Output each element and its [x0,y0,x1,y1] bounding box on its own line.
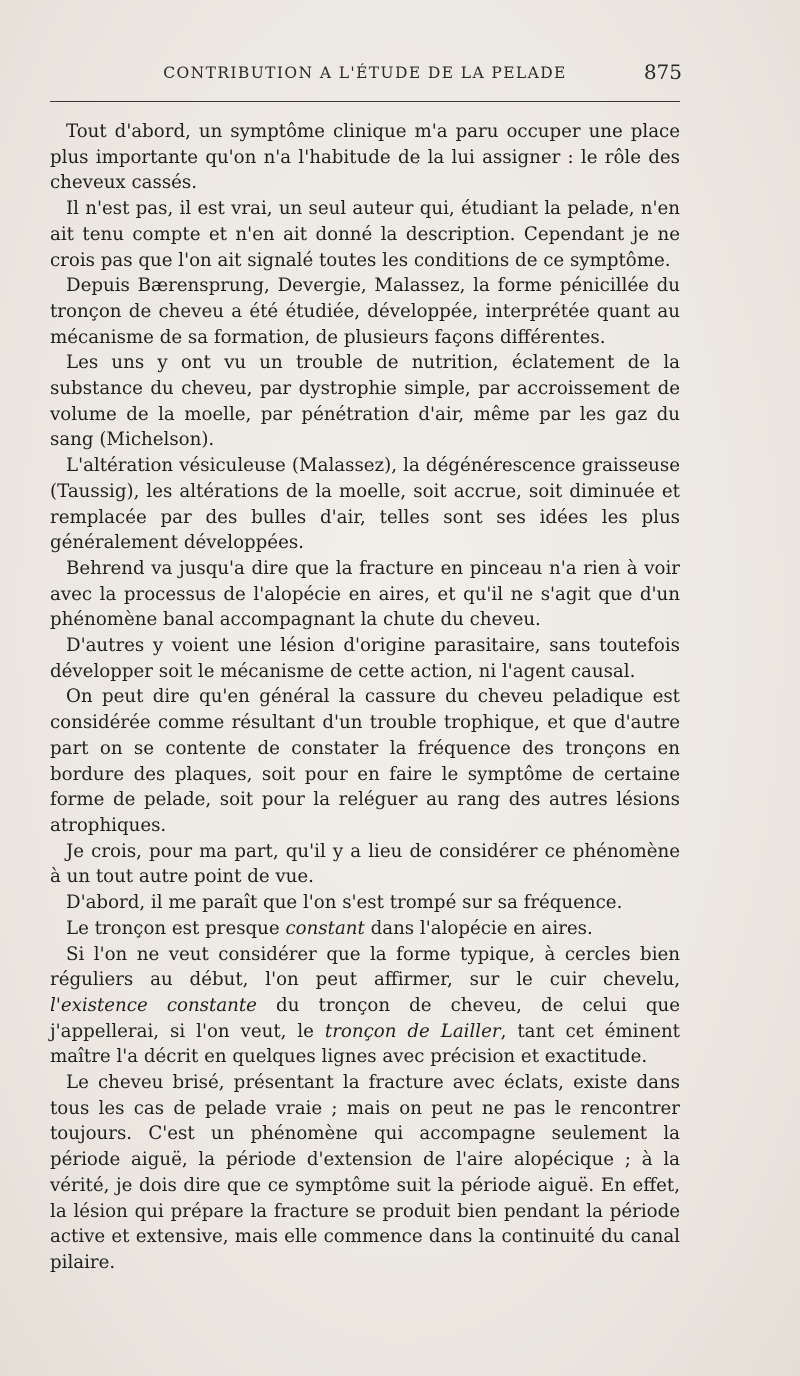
paragraph-text: , tant cet éminent maître l'a décrit en quelques lignes avec précision et exactitude. [50,1020,680,1068]
paragraph: D'autres y voient une lésion d'origine parasitaire, sans toutefois développer soit le mécanisme de cette action, ni l'agent causal. [50,635,680,682]
paragraph: On peut dire qu'en général la cassure du cheveu peladique est considérée comme résultant d'un trouble trophique, et que d'autre part on se contente de constater la fréquence des tronçons en bordure des plaques, soit pour en faire le symptôme de certaine forme de pelade, soit pour la reléguer au rang des autres lésions atrophiques. [50,686,680,836]
paragraph: Le cheveu brisé, présentant la fracture avec éclats, existe dans tous les cas de pelade vraie ; mais on peut ne pas le rencontrer toujours. C'est un phénomène qui accompagne seulement la période aiguë, la période d'extension de l'aire alopécique ; à la vérité, je dois dire que ce symptôme suit la période aiguë. En effet, la lésion qui prépare la fracture se produit bien pendant la période active et extensive, mais elle commence dans la continuité du canal pilaire. [50,1072,680,1273]
paragraph: D'abord, il me paraît que l'on s'est trompé sur sa fréquence. [66,892,623,914]
running-header [50,62,680,90]
paragraph: Il n'est pas, il est vrai, un seul auteur qui, étudiant la pelade, n'en ait tenu compte et n'en ait donné la description. Cependant je ne crois pas que l'on ait signalé toutes les conditions de ce symptôme. [50,198,680,271]
paragraph: Depuis Bærensprung, Devergie, Malassez, la forme pénicillée du tronçon de cheveu a été étudiée, développée, interprétée quant au mécanisme de sa formation, de plusieurs façons différentes. [50,275,680,348]
emphasis: constant [285,917,365,939]
paragraph: Je crois, pour ma part, qu'il y a lieu de considérer ce phénomène à un tout autre point de vue. [50,840,680,888]
paragraph-text: du tronçon de cheveu, de celui que j'appellerai, si l'on veut, le [50,994,681,1042]
emphasis: l'existence constante [50,994,257,1016]
paragraph [50,942,680,1071]
header-title: CONTRIBUTION A L'ÉTUDE DE LA PELADE [163,64,567,82]
paragraph-text: Le tronçon est presque [66,917,286,939]
paragraph-text: dans l'alopécie en aires. [364,917,593,939]
page-number: 875 [643,60,682,84]
paragraph: Tout d'abord, un symptôme clinique m'a paru occuper une place plus importante qu'on n'a l'habitude de la lui assigner : le rôle des cheveux cassés. [50,121,680,194]
paragraph: Behrend va jusqu'a dire que la fracture en pinceau n'a rien à voir avec la processus de l'alopécie en aires, et qu'il ne s'agit que d'un phénomène banal accompagnant la chute du cheveu. [50,557,680,631]
paragraph [50,916,680,942]
paragraph-text: Si l'on ne veut considérer que la forme typique, à cercles bien réguliers au début, l'on peut affirmer, sur le cuir chevelu, [50,943,680,991]
paragraph: Les uns y ont vu un trouble de nutrition, éclatement de la substance du cheveu, par dystrophie simple, par accroissement de volume de la moelle, par pénétration d'air, même par les gaz du sang (Michelson). [50,352,680,451]
body-text [50,119,680,1276]
paragraph: L'altération vésiculeuse (Malassez), la dégénérescence graisseuse (Taussig), les altérations de la moelle, soit accrue, soit diminuée et remplacée par des bulles d'air, telles sont ses idées les plus généralement développées. [50,455,680,554]
header-rule [50,101,680,102]
emphasis: tronçon de Lailler [324,1020,501,1042]
